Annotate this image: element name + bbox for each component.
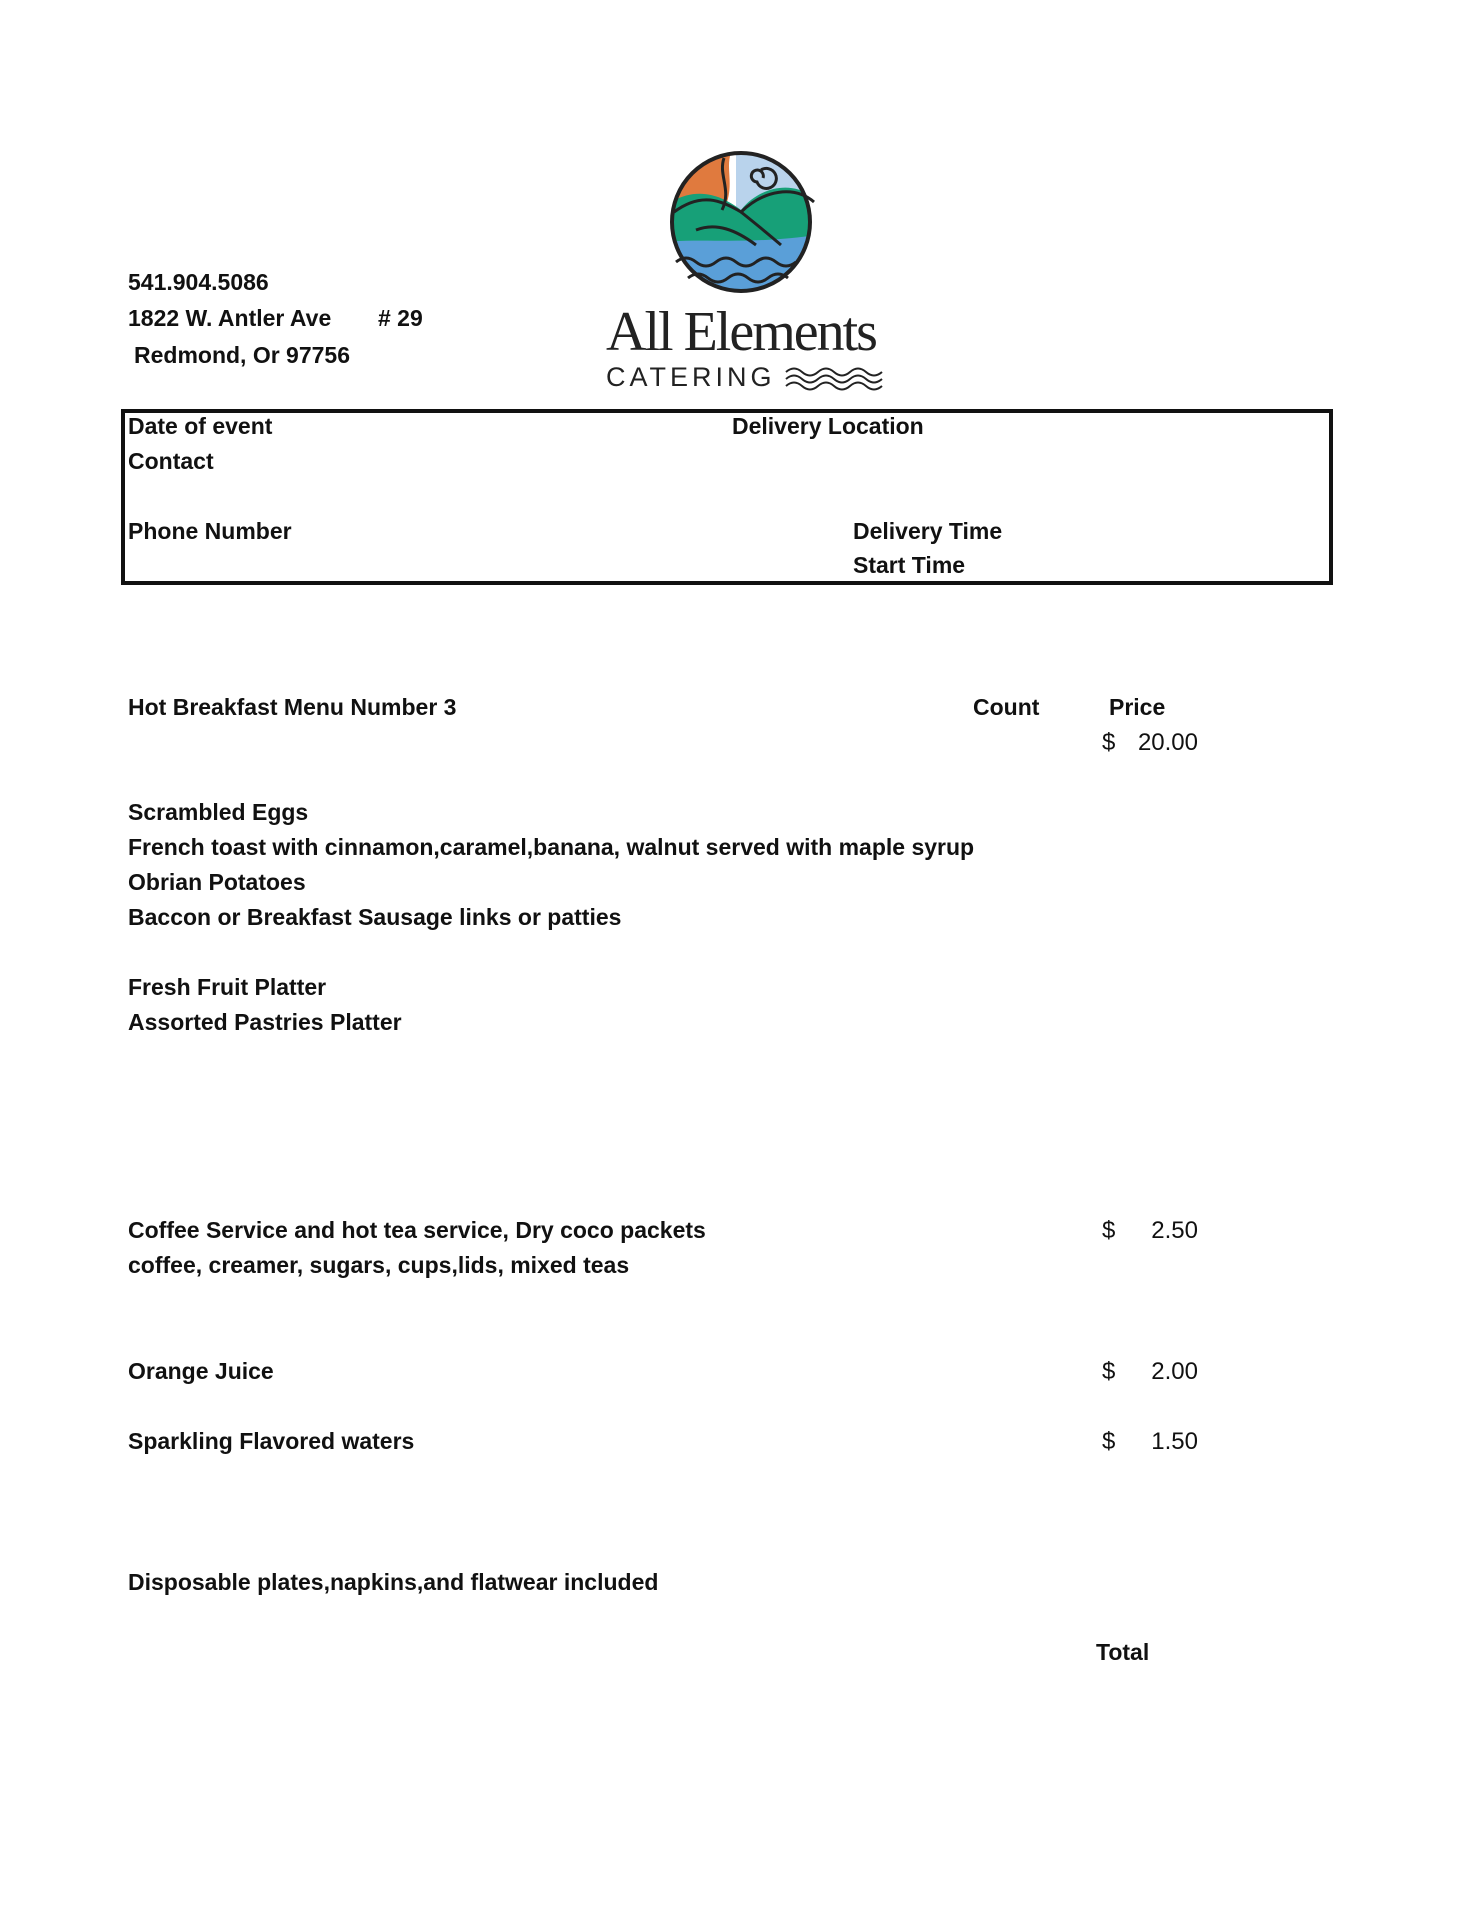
address-unit: # 29 [378,305,423,331]
menu-item: Baccon or Breakfast Sausage links or patties [128,904,622,930]
address-street: 1822 W. Antler Ave [128,305,332,331]
addon-coffee-label: Coffee Service and hot tea service, Dry coco packets [128,1217,706,1243]
logo-name: All Elements [606,301,876,363]
addon-orange-juice-currency: $ [1102,1358,1116,1385]
event-info-box [121,409,1333,585]
menu-item: Obrian Potatoes [128,869,306,895]
date-of-event-label: Date of event [128,413,273,439]
contact-label: Contact [128,448,214,474]
price-header: Price [1109,694,1166,720]
addon-coffee-currency: $ [1102,1217,1116,1244]
platter-item: Fresh Fruit Platter [128,974,327,1000]
phone-number: 541.904.5086 [128,269,269,295]
addon-sparkling-water-label: Sparkling Flavored waters [128,1428,415,1454]
disposables-note: Disposable plates,napkins,and flatwear included [128,1569,659,1595]
addon-sparkling-water-amount: 1.50 [1151,1428,1198,1455]
company-logo [596,150,886,400]
addon-orange-juice-amount: 2.00 [1151,1358,1198,1385]
addon-sparkling-water-currency: $ [1102,1428,1116,1455]
menu-item: French toast with cinnamon,caramel,banana, walnut served with maple syrup [128,834,975,860]
count-header: Count [973,694,1040,720]
total-label: Total [1096,1639,1150,1665]
addon-coffee-amount: 2.50 [1151,1217,1198,1244]
phone-number-label: Phone Number [128,518,292,544]
addon-coffee-detail: coffee, creamer, sugars, cups,lids, mixed teas [128,1252,630,1278]
addon-orange-juice-label: Orange Juice [128,1358,274,1384]
delivery-time-label: Delivery Time [853,518,1003,544]
address-city: Redmond, Or 97756 [134,342,351,368]
start-time-label: Start Time [853,552,966,578]
delivery-location-label: Delivery Location [732,413,924,439]
logo-subtitle: CATERING [606,362,776,392]
menu-title: Hot Breakfast Menu Number 3 [128,694,457,720]
waves-icon [786,369,882,390]
menu-item: Scrambled Eggs [128,799,309,825]
main-price-currency: $ [1102,729,1116,756]
main-price-amount: 20.00 [1137,729,1198,756]
platter-item: Assorted Pastries Platter [128,1009,402,1035]
